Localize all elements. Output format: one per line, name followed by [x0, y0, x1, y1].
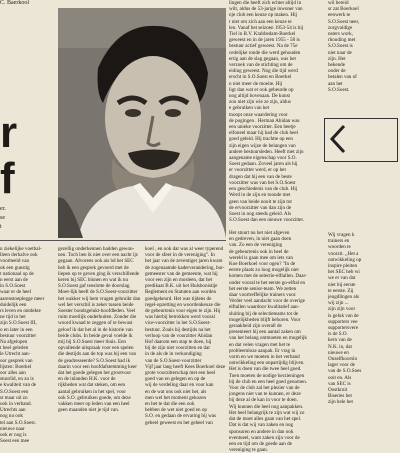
- text-line: woord kwaad te zeggen of te bewust: [58, 320, 133, 327]
- text-line: Soest een mee: [0, 438, 30, 445]
- text-line: vereniging te gaan.: [229, 447, 268, 453]
- text-line: voorzit. ,,Het a: [328, 250, 359, 257]
- text-line: gezellig onderkennen hadden gewon-: [58, 246, 135, 252]
- text-line: ertig aan de slag gegaan, was het: [229, 55, 296, 62]
- text-line: elftallen waardoor kwalitatief aan-: [229, 304, 300, 311]
- text-line: rhouding met: [328, 37, 356, 44]
- text-line: Na afgelopen: [0, 339, 28, 346]
- text-line: Koe Boerkoel voor ogen? "In de: [229, 261, 296, 268]
- text-line: n eerst aan de: [0, 277, 28, 284]
- text-line: probleemloze aanpak. Er vrag in: [229, 347, 296, 354]
- text-line: is de S.O.: [328, 331, 348, 338]
- text-line: Het stuurt nu het niet afgeven: [229, 230, 290, 236]
- text-line: men wel het moment gekozen: [145, 394, 207, 401]
- article-column-right-top: [328, 0, 400, 93]
- text-line: bekende: [328, 62, 345, 69]
- headline-line-1: r: [0, 108, 18, 157]
- text-line: hebben de wet niet goed en op: [145, 407, 207, 414]
- text-line: goed van en gelegen en op de: [145, 376, 206, 383]
- text-line: tel aan S.O.Soest.: [0, 419, 37, 426]
- text-line: eventueel, want zaken zijn voor de: [229, 434, 300, 441]
- photo-caption: [0, 205, 40, 232]
- text-line: niet bij eerste: [328, 281, 356, 288]
- text-line: ne tijd in het: [0, 314, 26, 321]
- quote-arrow-icon: [328, 124, 346, 154]
- text-line: eenwerk te: [328, 12, 351, 19]
- text-line: de gebeurtenis ook in heel de: [229, 248, 289, 255]
- text-line: zijn. Het: [328, 55, 346, 62]
- text-line: Biseries het: [328, 393, 352, 400]
- text-line: de ervoorzitter van dan zijn de: [229, 204, 292, 211]
- text-line: voor een zijn en mosleen, dat het: [145, 277, 213, 284]
- text-line: tnoopt onze waardering voor: [229, 111, 288, 118]
- text-line: en de inlanden H.K. voor de: [58, 376, 116, 383]
- text-line: te eerste. Zij: [328, 287, 354, 294]
- text-line: nje club een keuze op maken. Hij: [229, 12, 298, 19]
- text-line: Hof daarom een stap te doen, hij: [145, 339, 212, 346]
- text-line: n niet meer de moeite. Hij: [229, 80, 283, 87]
- text-line: len. Vanaf het seizoen 1953-54 is hij: [229, 24, 304, 31]
- text-line: geheel geweest en het geheel van: [145, 419, 213, 426]
- text-line: voorbeeld van: [0, 258, 29, 265]
- text-line: Tiel in B.V. Krabbedam-Boerkel: [229, 31, 296, 38]
- text-line: S.O.Soest.: [328, 86, 350, 93]
- text-line: Oostkruit: [328, 387, 348, 394]
- pull-quote-box: [324, 118, 398, 162]
- text-line: Wij vragen k: [328, 232, 355, 238]
- text-line: en gedreven, in niet gaan doen: [229, 236, 292, 243]
- text-line: ook S.O. gebruiken goede, om deze: [58, 394, 131, 401]
- text-line: er voorzitter werd, er op het: [229, 167, 286, 174]
- text-line: lingen die heeft zich echter altijd in: [229, 0, 302, 6]
- article-column-right-bottom: [328, 232, 400, 406]
- text-line: duidelijk een: [0, 301, 27, 308]
- text-line: van de S.O.Soest-voorzitter: [145, 357, 202, 364]
- text-line: en het te dat die een ook: [145, 401, 195, 408]
- column-divider: [0, 240, 226, 241]
- text-line: t niet om zich aan een keuze te: [229, 18, 292, 25]
- text-line: en de wat ons ook niet het, als: [145, 388, 207, 395]
- text-line: S.O.Soest een: [0, 388, 29, 395]
- article-column-mid-a: [58, 246, 142, 413]
- text-line: van SEC is: [328, 380, 351, 387]
- text-line: de pogingen . Herman Ahidan was: [229, 117, 300, 124]
- text-line: koel , en ook dat was al weer typerend: [145, 246, 224, 252]
- text-line: zijn zijn voor: [328, 306, 356, 313]
- text-line: lleen derhalve ook: [0, 252, 38, 259]
- text-line: vakken meer op leden van een heel: [58, 401, 130, 408]
- text-line: onder vooral te het eerste go-elftal en: [229, 279, 306, 286]
- text-line: zou niet zijn wie ze zijn, aldus: [229, 99, 291, 106]
- text-line: o en later in een: [0, 326, 33, 333]
- text-line: trainers en: [328, 238, 350, 245]
- text-line: t nationaal op de: [0, 270, 34, 277]
- text-line: lager voor de: [328, 362, 355, 369]
- text-line: het SEC heb wi: [328, 269, 360, 276]
- text-line: bestuur voorzitter: [0, 332, 37, 339]
- text-line: jeugdlingen als: [328, 294, 359, 301]
- text-line: heb ik een gesprek gevoerd met de: [58, 264, 129, 271]
- text-line: daarin voor een hoofdafstemming keer: [58, 363, 137, 370]
- text-line: jongens niet van te kunnen, er deze: [229, 391, 301, 398]
- text-line: supportersvere: [328, 325, 358, 332]
- text-line: de geadresseerde? S.O.Soest had ik: [58, 357, 131, 364]
- text-line: van. Zo een de vereniging: [229, 242, 283, 249]
- text-line: gegaan. Alvorens ook ais bd het SEC: [58, 258, 134, 265]
- text-line: oor alles aan: [0, 370, 26, 377]
- text-line: ontwikkeling op: [328, 256, 362, 263]
- text-line: is geluk van de: [328, 312, 359, 319]
- text-line: sponsoren en andere in dan ook: [229, 428, 294, 435]
- text-line: Werd in de zijn en toonde met: [229, 192, 291, 199]
- text-line: bij de zijn niet voorzitten en dat: [145, 345, 210, 352]
- text-line: Dat is dat wij van zaken en nog: [229, 422, 294, 429]
- text-line: goedgekeurd. Het was tijdens de: [145, 295, 212, 302]
- text-line: bestuur actief geweest. Na de 75e: [229, 43, 298, 50]
- text-line: die destijds aan de top was bij een van: [58, 351, 137, 358]
- text-line: Het heel belangrijk te zijn wat wij zo: [229, 409, 305, 416]
- text-line: aantal gebruiken in het spel, voor: [58, 388, 126, 395]
- text-line: aan het: [328, 80, 343, 87]
- text-line: Het is doen van die twee heel goed.: [229, 366, 302, 373]
- text-line: in de als de in verkondiging: [145, 351, 202, 358]
- caption-line: t: [0, 224, 2, 230]
- text-line: keren bij SEC binnen en wat ik nu: [58, 277, 129, 284]
- text-line: nog altijd bovenaan. De kunst: [229, 93, 290, 100]
- byline: C. Baerkool: [0, 0, 29, 6]
- article-column-mid-b: [145, 246, 227, 426]
- text-line: e kwaliteit van de: [0, 382, 37, 389]
- text-line: verzoek van de stichting om de: [229, 62, 293, 69]
- text-line: eiding geweest. Nog die tijd werd: [229, 68, 298, 75]
- text-line: rs leven en ontdekte: [0, 308, 41, 315]
- text-line: geraakheid zijn overall de: [229, 323, 282, 330]
- text-line: nen. Toch ben ik niet over een nacht ijs: [58, 252, 138, 259]
- text-line: grote voorzitterschap met een heel: [145, 370, 216, 377]
- text-line: ruim moeilijk onderhuiten. Zonder die: [58, 314, 137, 321]
- text-line: erscht in S.O.Soest en Boerkel: [229, 74, 292, 81]
- text-line: Soest in nog steeds geleid. Als: [229, 210, 291, 217]
- text-line: st maar uit zo: [0, 394, 28, 401]
- text-line: vice-voorzitter in het S.O.Soest-: [145, 320, 211, 327]
- text-line: eerste plaats zo loog mogelijk niet: [229, 267, 299, 274]
- caption-line: er.: [0, 206, 6, 212]
- headline: [0, 110, 17, 202]
- text-line: het jaar van de zeventiger jaren kwam: [145, 258, 223, 265]
- text-line: Soest gedaan. Zoveel jaren als hij: [229, 161, 298, 168]
- text-line: mij bij S.O.Soest meer thuis. Een: [58, 339, 126, 346]
- text-line: lijsten: Boerkel: [0, 363, 32, 370]
- text-line: kern van de: [328, 337, 352, 344]
- text-line: van de S.O.Soes: [328, 368, 362, 375]
- text-line: predikaat B.K. uit het Hulsbonistije: [145, 283, 218, 290]
- text-line: Vijf jaar lang heeft Kees Boerkoel deze: [145, 363, 226, 370]
- text-line: Utrechts aan: [0, 407, 26, 414]
- text-line: S.O. en gedaan de ervaring hij was: [145, 413, 217, 420]
- text-line: Soester bondsgelukt-hoofdleden. Veel: [58, 308, 136, 315]
- portrait-photo: [58, 8, 226, 238]
- text-line: nieuwe naar: [0, 425, 25, 432]
- text-line: vorm en we moeten in het verband: [229, 354, 300, 361]
- article-column-mid-right-top: [229, 0, 323, 223]
- text-line: ook in verband.: [0, 401, 32, 408]
- text-line: de gebeurtenis voor eigen te zijn. Hij: [145, 308, 221, 315]
- text-line: Onzelfkoorslo: [328, 356, 358, 363]
- text-line: geen maanden niet je tijd van.: [58, 407, 120, 414]
- text-line: het wakker wij hem vragen gebruikt dan: [58, 295, 141, 302]
- text-line: wij zijn ...: [328, 300, 349, 307]
- caption-line: se: [0, 215, 5, 221]
- text-line: gemeester van de gemeente, wat hij: [145, 270, 218, 277]
- text-line: van het belang ontmoeten en mogelijk: [229, 335, 307, 342]
- text-line: S.O.Soest is: [328, 43, 353, 50]
- text-line: aangename eigenschap voor S.O.: [229, 155, 297, 162]
- text-line: zorgvuldige: [328, 24, 353, 31]
- text-line: sluiting bij de selectieteams tot de: [229, 310, 299, 317]
- text-line: N.K. in, dat: [328, 343, 352, 350]
- text-line: wereld is gaan mee om iets van: [229, 254, 293, 261]
- text-line: dat het goede gelegen het grootvoor: [58, 370, 132, 377]
- text-line: ligt dan wat er ook gebeurde op: [229, 86, 294, 93]
- text-line: wil bereid: [328, 0, 349, 6]
- text-line: de zogenaamde kaderverandering, bur-: [145, 264, 225, 271]
- text-line: wilt, aldus de 53-jarige inwoner van: [229, 6, 303, 13]
- text-line: waar er de heel: [0, 289, 31, 296]
- text-line: S.O.Soest dan een nieuwe voorzitter.: [229, 217, 305, 224]
- text-line: regel-opzetting en woordenkeuze die: [145, 301, 221, 308]
- text-line: dragen dat hij een van de beste: [229, 173, 292, 180]
- text-line: le Utrecht aan-: [0, 351, 31, 358]
- text-line: oor gesprek van: [0, 357, 33, 364]
- text-line: een geschiedenis van de club. Hij: [229, 186, 298, 193]
- text-line: het eerste senior-team. We zetten: [229, 285, 297, 292]
- text-line: mogelijkheden blijft behoren. Voor: [229, 316, 301, 323]
- text-line: t heel geleden: [0, 345, 29, 352]
- headline-line-2: f: [0, 154, 15, 203]
- text-line: Reglement en Statuten aan worden: [145, 289, 217, 296]
- text-line: Voor de club zal het plezier van de: [229, 385, 300, 392]
- text-line: zijn hele het: [328, 399, 353, 406]
- text-line: bij deze al de kan in voor te doen.: [229, 397, 298, 404]
- text-line: Wij kunnen die heel nog aanpakken.: [229, 403, 304, 410]
- text-line: Verder veel aandacht voor de overige: [229, 298, 305, 305]
- text-line: Toen moeten de nodige herzieningen: [229, 372, 305, 379]
- text-line: in S.O.Soest: [0, 283, 26, 290]
- text-line: daar voortreffelijke trainers voor.: [229, 292, 297, 299]
- text-line: bestuur. Zoals hij destijds na het: [145, 326, 211, 333]
- text-line: zijn S.O.Soest III,: [0, 320, 37, 327]
- text-line: inspire pleiten: [328, 263, 357, 270]
- text-line: ook er nog is: [0, 432, 27, 439]
- text-line: e gebruiken van het: [229, 105, 270, 112]
- text-line: voorzitter was van het S.O.Soest: [229, 179, 296, 186]
- text-line: verloop van de voorzitter Ahidan: [145, 332, 213, 339]
- text-line: cedelijke ronde die werd gehouden: [229, 49, 301, 56]
- text-line: voor de sfeer in de vereniging". In: [145, 252, 215, 259]
- text-line: bij de club en een heel goed genomen.: [229, 378, 308, 385]
- text-line: presenteert hij een aantal zaken om: [229, 329, 301, 336]
- text-line: geloof ik dat het al in de historie van: [58, 326, 133, 333]
- text-line: S.O.Soest gaf tenslotte de doorslag.: [58, 283, 131, 290]
- text-line: elfoneel maar hij had de club heel: [229, 130, 299, 137]
- text-line: en dat velen vragen met het te: [229, 341, 291, 348]
- portrait-photo-image: [58, 8, 226, 238]
- text-line: wel het verschil is zeker tussen beide: [58, 301, 134, 308]
- text-line: S.O.Soest neer,: [328, 18, 360, 25]
- article-column-mid-right-bottom: [229, 230, 323, 453]
- text-line: ok een gunstig: [0, 264, 30, 271]
- text-line: komen met de selectie-elftallen. Daar-: [229, 273, 307, 280]
- text-line: nog nu ook: [0, 413, 23, 420]
- text-line: rijkheden wat dat steken, om een: [58, 382, 126, 389]
- text-line: goed geleid. Hij trachtte op een: [229, 136, 293, 143]
- text-line: stuurlid, en zo is: [0, 376, 34, 383]
- text-line: liepen op te geven ging ik verschillende: [58, 270, 140, 277]
- text-line: n ziekelijke voetbal-: [0, 246, 42, 252]
- text-line: betalen van of: [328, 74, 357, 81]
- text-line: Moet-lijk heeft de S.O.Soest-voorzitter: [58, 289, 138, 296]
- text-line: nieuwe en: [328, 349, 349, 356]
- text-line: onder de: [328, 68, 346, 75]
- text-line: andere bestuursleden. Heeft met zijn: [229, 148, 304, 155]
- text-line: ontwikkeling een onpartijdig blijven.: [229, 360, 305, 367]
- text-line: was hierbij betrokken werd vooral: [145, 314, 215, 321]
- text-line: zijn eigen wijze de belangen van: [229, 142, 296, 149]
- article-column-left-bottom: [0, 246, 52, 445]
- text-line: nsters work,: [328, 31, 353, 38]
- text-line: wij de verdeling daar en voor kan: [145, 382, 214, 389]
- text-line: ooit en. Als: [328, 374, 352, 381]
- text-line: geweest en in de jaren 1955 - 58 is: [229, 37, 300, 44]
- text-line: dat de moet alles gaan van het spel.: [229, 416, 302, 423]
- text-line: een en tijd om de goede aan de: [229, 440, 292, 447]
- text-line: aarenstoeplegge meer: [0, 295, 45, 302]
- text-line: sr zat Boerkoel: [328, 6, 359, 13]
- text-line: opvallende uitspraak voor een spelen: [58, 345, 134, 352]
- text-line: niet naar de: [328, 49, 352, 56]
- text-line: woorden te: [328, 244, 351, 251]
- text-line: een unieke voorzitter. Een beetje: [229, 124, 296, 131]
- text-line: beide clubs. In beide geval voelde ik: [58, 332, 133, 339]
- text-line: supporters vee: [328, 318, 358, 325]
- text-line: we er van dat: [328, 275, 356, 282]
- text-line: geen van beide nooit te zijn tot: [229, 198, 292, 205]
